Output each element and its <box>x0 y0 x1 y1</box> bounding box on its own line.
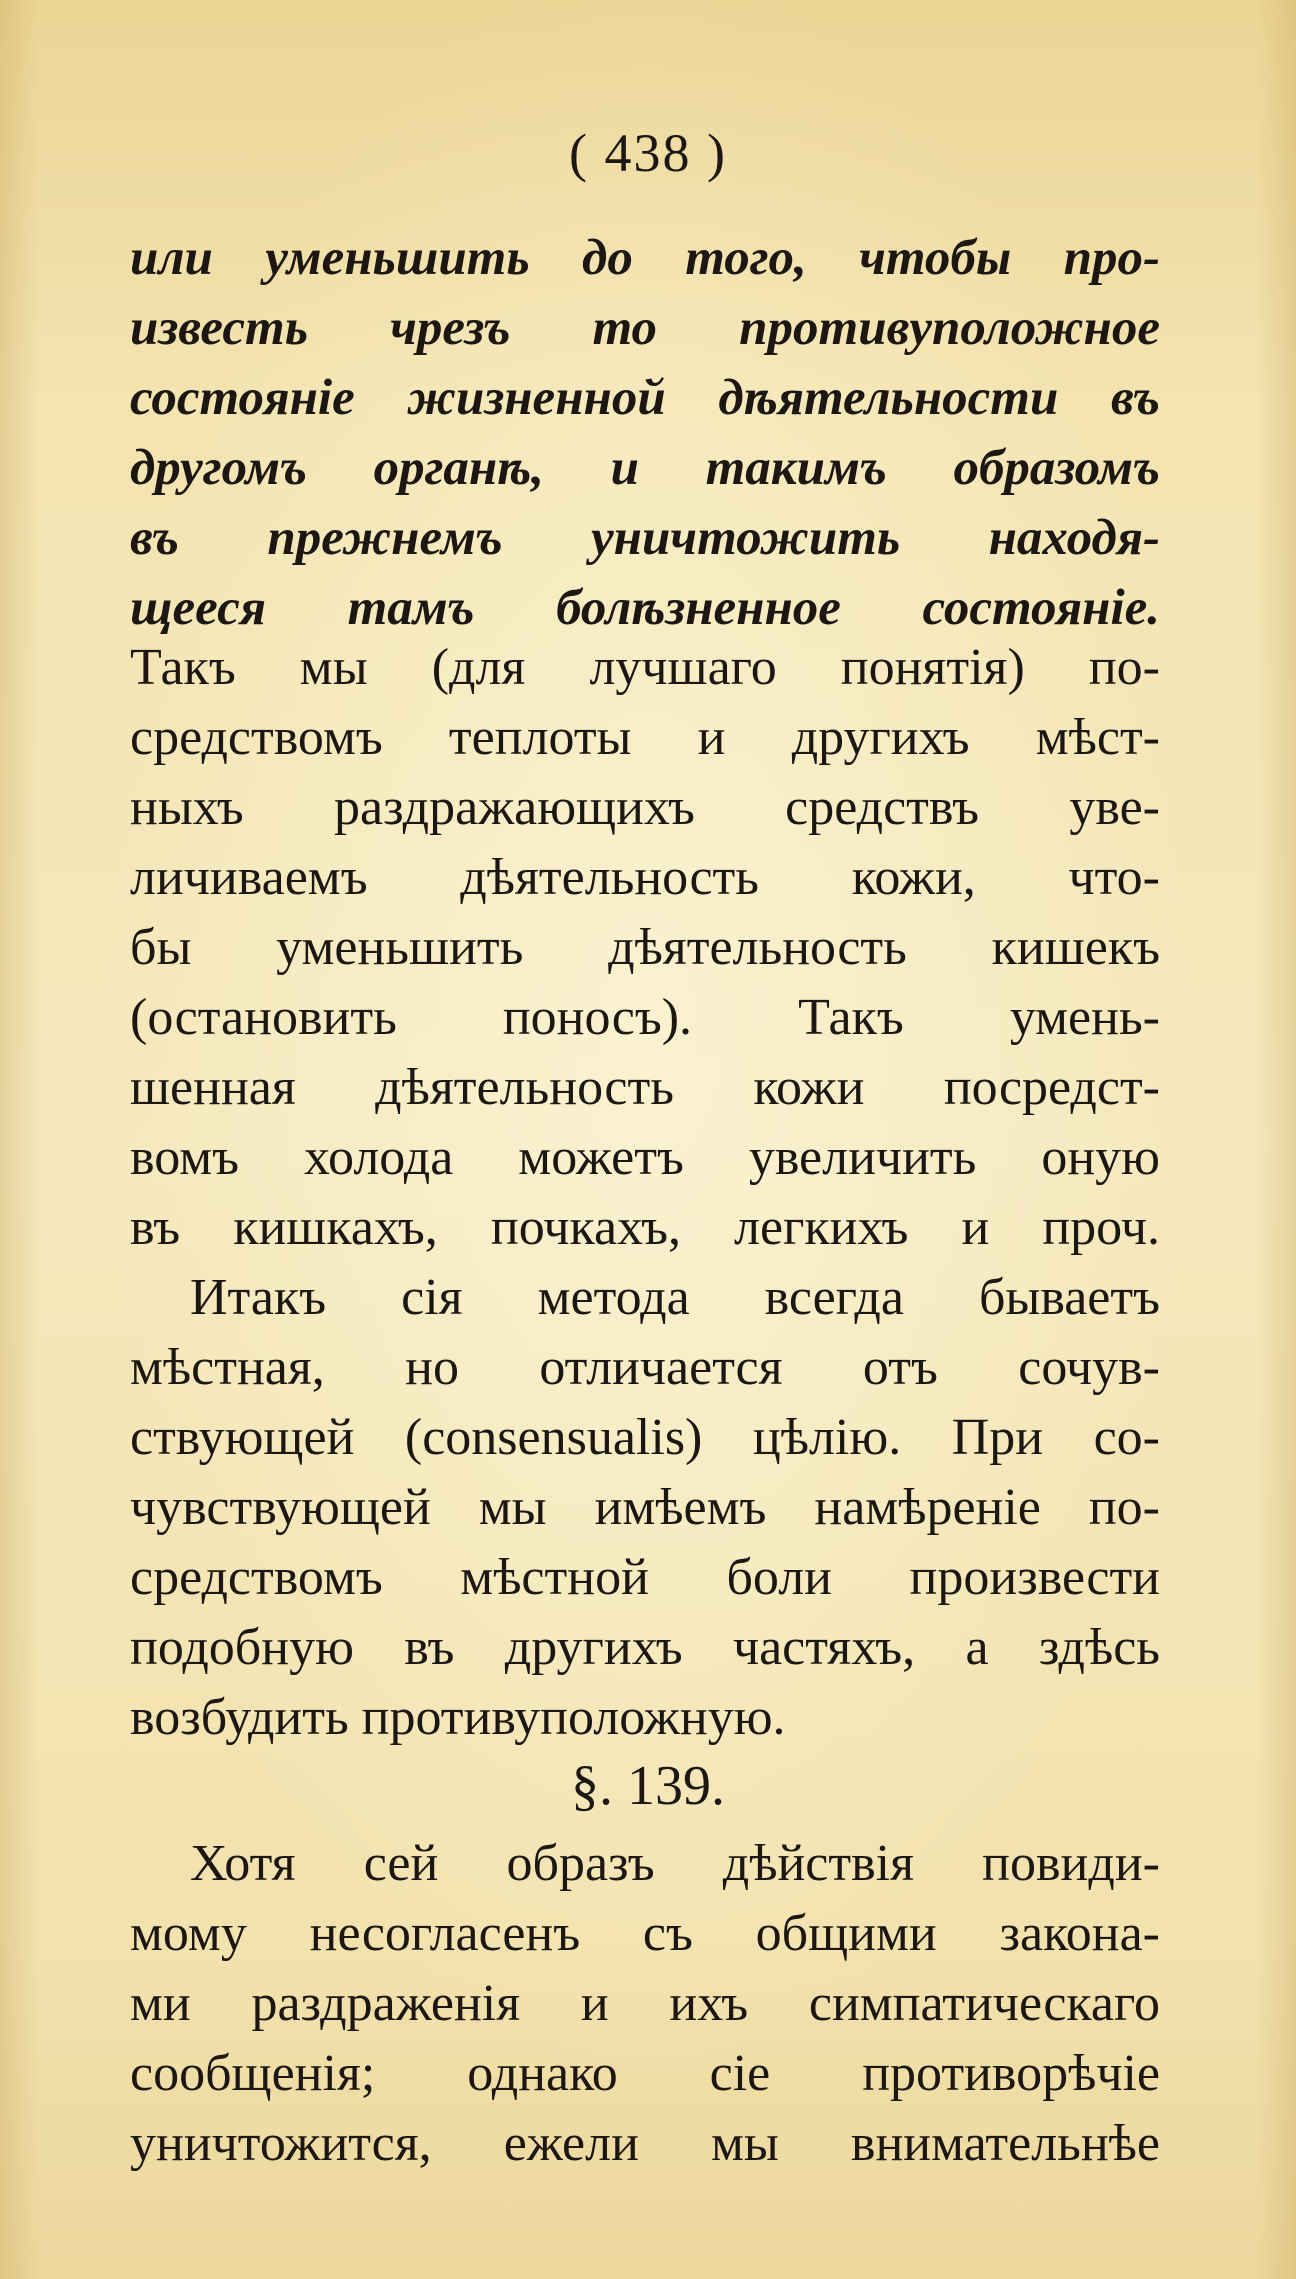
text-line: или уменьшить до того, чтобы про- <box>130 230 1160 286</box>
text-line: средствомъ теплоты и другихъ мѣст- <box>130 709 1160 766</box>
text-line: состоянiе жизненной дѣятельности въ <box>130 370 1160 426</box>
text-line: щееся тамъ болѣзненное состоянiе. <box>130 580 1160 636</box>
text-line: личиваемъ дѣятельность кожи, что- <box>130 849 1160 906</box>
text-line: известь чрезъ то противуположное <box>130 300 1160 356</box>
text-line: шенная дѣятельность кожи посредст- <box>130 1059 1160 1116</box>
text-line: (остановить поносъ). Такъ умень- <box>130 989 1160 1046</box>
text-line: Хотя сей образъ дѣйствiя повиди- <box>190 1835 1160 1892</box>
page-edge-right <box>1256 0 1296 2279</box>
text-line: бы уменьшить дѣятельность кишекъ <box>130 919 1160 976</box>
text-line: мѣстная, но отличается отъ сочув- <box>130 1339 1160 1396</box>
text-line: чувствующей мы имѣемъ намѣренiе по- <box>130 1479 1160 1536</box>
text-line: ствующей (consensualis) цѣлiю. При со- <box>130 1409 1160 1466</box>
text-line: ми раздраженiя и ихъ симпатическаго <box>130 1975 1160 2032</box>
section-heading: §. 139. <box>571 1755 725 1817</box>
text-line: средствомъ мѣстной боли произвести <box>130 1549 1160 1606</box>
text-line: Такъ мы (для лучшаго понятiя) по- <box>130 639 1160 696</box>
text-line: возбудить противуположную. <box>130 1689 786 1746</box>
text-line: Итакъ сiя метода всегда бываетъ <box>190 1269 1160 1326</box>
page-edge-left <box>0 0 40 2279</box>
text-line: въ кишкахъ, почкахъ, легкихъ и проч. <box>130 1199 1160 1256</box>
text-line: сообщенiя; однако сiе противорѣчiе <box>130 2045 1160 2102</box>
text-line: мому несогласенъ съ общими закона- <box>130 1905 1160 1962</box>
text-line: уничтожится, ежели мы внимательнѣе <box>130 2115 1160 2172</box>
text-line: ныхъ раздражающихъ средствъ уве- <box>130 779 1160 836</box>
text-line: подобную въ другихъ частяхъ, а здѣсь <box>130 1619 1160 1676</box>
text-line: вомъ холода можетъ увеличить оную <box>130 1129 1160 1186</box>
text-line: въ прежнемъ уничтожить находя- <box>130 510 1160 566</box>
text-line: другомъ органѣ, и такимъ образомъ <box>130 440 1160 496</box>
page-number: ( 438 ) <box>569 123 727 183</box>
